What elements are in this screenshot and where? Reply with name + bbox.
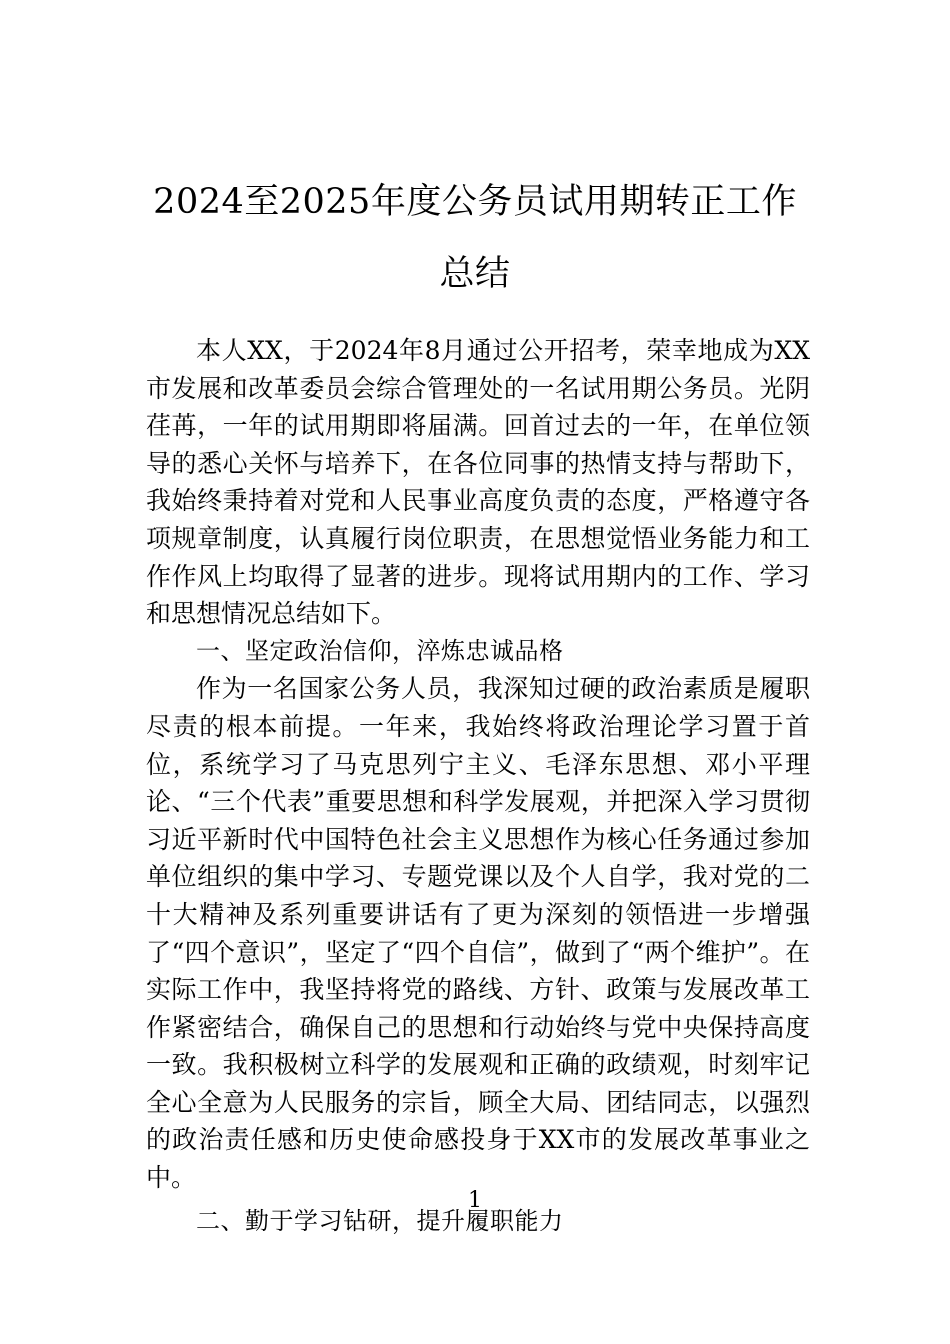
section-heading-2: 二、勤于学习钻研，提升履职能力	[196, 1206, 564, 1235]
page-number: 1	[468, 1188, 482, 1213]
section-heading-1: 一、坚定政治信仰，淬炼忠诚品格	[196, 636, 564, 665]
document-title: 2024至2025年度公务员试用期转正工作总结	[153, 182, 797, 294]
intro-paragraph: 本人XX，于2024年8月通过公开招考，荣幸地成为XX市发展和改革委员会综合管理处的一名试用期公务员。光阴荏苒，一年的试用期即将届满。回首过去的一年，在单位领导的悉心关怀与培养下，在各位同事的热情支持与帮助下，我始终秉持着对党和人民事业高度负责的态度，严格遵守各项规章制度，认真履行岗位职责，在思想觉悟业务能力和工作作风上均取得了显著的进步。现将试用期内的工作、学习和思想情况总结如下。	[146, 336, 810, 629]
section-1-paragraph: 作为一名国家公务人员，我深知过硬的政治素质是履职尽责的根本前提。一年来，我始终将政治理论学习置于首位，系统学习了马克思列宁主义、毛泽东思想、邓小平理论、“三个代表”重要思想和科学发展观，并把深入学习贯彻习近平新时代中国特色社会主义思想作为核心任务通过参加单位组织的集中学习、专题党课以及个人自学，我对党的二十大精神及系列重要讲话有了更为深刻的领悟进一步增强了“四个意识”，坚定了“四个自信”，做到了“两个维护”。在实际工作中，我坚持将党的路线、方针、政策与发展改革工作紧密结合，确保自己的思想和行动始终与党中央保持高度一致。我积极树立科学的发展观和正确的政绩观，时刻牢记全心全意为人民服务的宗旨，顾全大局、团结同志，以强烈的政治责任感和历史使命感投身于XX市的发展改革事业之中。	[146, 674, 810, 1193]
document-body	[146, 332, 810, 1240]
